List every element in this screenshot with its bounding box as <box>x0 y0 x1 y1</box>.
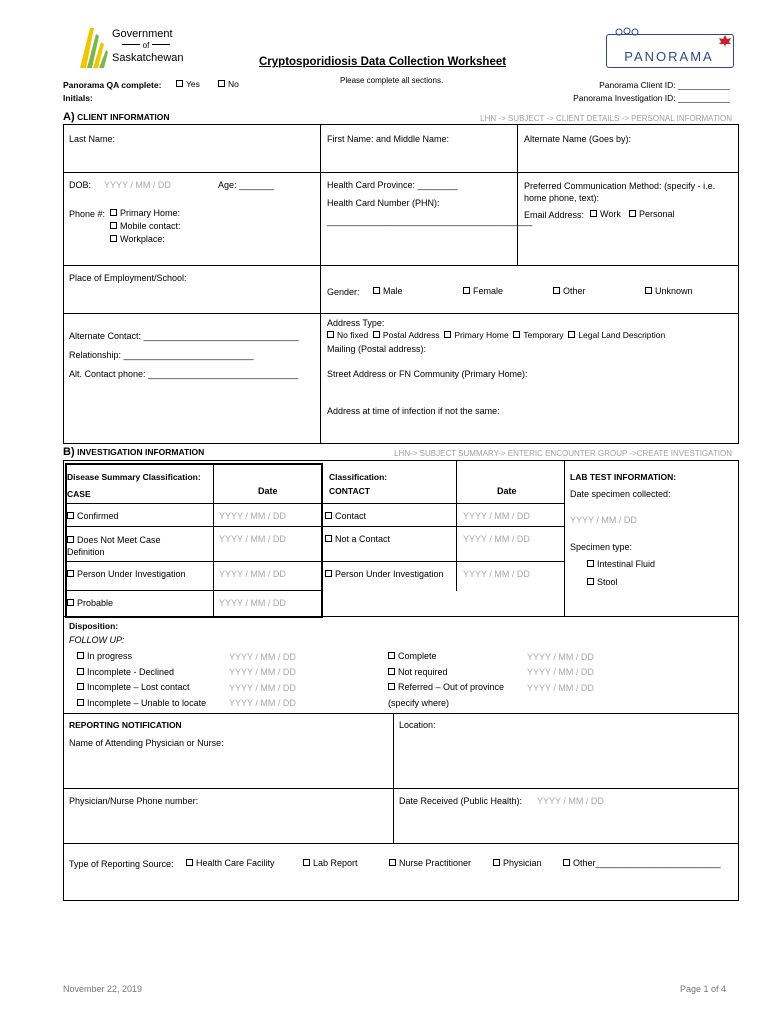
section-b-heading: B) INVESTIGATION INFORMATION <box>63 446 205 458</box>
gov-line3: Saskatchewan <box>112 52 184 64</box>
follow-in-progress-checkbox[interactable]: In progress <box>77 651 132 661</box>
case-confirmed-date[interactable]: YYYY / MM / DD <box>219 511 286 521</box>
case-does-not-meet-date[interactable]: YYYY / MM / DD <box>219 534 286 544</box>
health-number-label: Health Card Number (PHN): <box>327 198 440 208</box>
wheat-logo-icon <box>76 24 110 70</box>
section-a-heading: A) CLIENT INFORMATION <box>63 111 170 123</box>
gov-line1: Government <box>112 28 173 40</box>
specimen-type-label: Specimen type: <box>570 542 633 552</box>
follow-declined-date[interactable]: YYYY / MM / DD <box>229 667 296 677</box>
gender-label: Gender: <box>327 287 360 297</box>
alternate-name-field[interactable]: Alternate Name (Goes by): <box>524 134 632 144</box>
gender-male-checkbox[interactable]: Male <box>373 286 403 296</box>
disposition-label: Disposition: <box>69 621 119 631</box>
mailing-address-field[interactable]: Mailing (Postal address): <box>327 344 427 354</box>
follow-not-required-date[interactable]: YYYY / MM / DD <box>527 667 594 677</box>
last-name-field[interactable]: Last Name: <box>69 134 116 144</box>
follow-declined-checkbox[interactable]: Incomplete - Declined <box>77 667 174 677</box>
preferred-communication-field[interactable]: Preferred Communication Method: (specify - i.e. home phone, text): <box>524 181 716 203</box>
lab-date-label: Date specimen collected: <box>570 489 671 499</box>
gov-line2: of <box>112 41 180 51</box>
investigation-id-field[interactable]: Panorama Investigation ID: ___________ <box>573 93 730 103</box>
page-subtitle: Please complete all sections. <box>340 76 444 85</box>
follow-up-label: FOLLOW UP: <box>69 635 125 645</box>
follow-referred-checkbox[interactable]: Referred – Out of province <box>388 682 504 692</box>
follow-complete-checkbox[interactable]: Complete <box>388 651 437 661</box>
case-probable-date[interactable]: YYYY / MM / DD <box>219 598 286 608</box>
source-health-facility-checkbox[interactable]: Health Care Facility <box>186 858 275 868</box>
date-received-label: Date Received (Public Health): <box>399 796 523 806</box>
age-field[interactable]: Age: _______ <box>218 180 275 190</box>
health-province-field[interactable]: Health Card Province: ________ <box>327 180 458 190</box>
initials-label: Initials: <box>63 93 93 103</box>
section-b-path: LHN-> SUBJECT SUMMARY-> ENTERIC ENCOUNTER GROUP ->CREATE INVESTIGATION <box>394 449 732 458</box>
gender-other-checkbox[interactable]: Other <box>553 286 586 296</box>
contact-checkbox[interactable]: Contact <box>325 511 366 521</box>
follow-lost-contact-checkbox[interactable]: Incomplete – Lost contact <box>77 682 190 692</box>
qa-no-checkbox[interactable]: No <box>218 79 239 89</box>
case-pui-date[interactable]: YYYY / MM / DD <box>219 569 286 579</box>
case-pui-checkbox[interactable]: Person Under Investigation <box>67 569 186 579</box>
not-contact-date[interactable]: YYYY / MM / DD <box>463 534 530 544</box>
contact-date[interactable]: YYYY / MM / DD <box>463 511 530 521</box>
panorama-logo <box>606 34 734 68</box>
relationship-field[interactable]: Relationship: __________________________ <box>69 350 254 360</box>
address-type-options <box>327 330 665 340</box>
address-temporary-checkbox[interactable]: Temporary <box>513 330 563 340</box>
source-other-checkbox[interactable]: Other_________________________ <box>563 858 721 868</box>
phone-label: Phone #: <box>69 209 106 219</box>
qa-yes-checkbox[interactable]: Yes <box>176 79 200 89</box>
address-postal-checkbox[interactable]: Postal Address <box>373 330 440 340</box>
case-header-1: Disease Summary Classification: <box>67 472 201 482</box>
phone-primary-checkbox[interactable]: Primary Home: <box>110 208 180 218</box>
reporting-title: REPORTING NOTIFICATION <box>69 720 182 730</box>
address-type-label: Address Type: <box>327 318 385 328</box>
contact-date-header: Date <box>497 486 517 496</box>
specimen-stool-checkbox[interactable]: Stool <box>587 577 618 587</box>
physician-phone-field[interactable]: Physician/Nurse Phone number: <box>69 796 199 806</box>
maple-leaf-icon <box>719 35 731 47</box>
employment-field[interactable]: Place of Employment/School: <box>69 273 187 283</box>
address-legal-land-checkbox[interactable]: Legal Land Description <box>568 330 665 340</box>
lab-title: LAB TEST INFORMATION: <box>570 472 677 482</box>
address-primary-home-checkbox[interactable]: Primary Home <box>444 330 508 340</box>
alt-contact-phone-field[interactable]: Alt. Contact phone: ______________________________ <box>69 369 299 379</box>
gender-female-checkbox[interactable]: Female <box>463 286 503 296</box>
contact-header-1: Classification: <box>329 472 388 482</box>
contact-pui-date[interactable]: YYYY / MM / DD <box>463 569 530 579</box>
date-received-field[interactable]: YYYY / MM / DD <box>537 796 604 806</box>
case-does-not-meet-checkbox[interactable]: Does Not Meet Case Definition <box>67 535 161 557</box>
panorama-logo-text: PANORAMA <box>624 49 714 64</box>
follow-lost-contact-date[interactable]: YYYY / MM / DD <box>229 683 296 693</box>
location-field[interactable]: Location: <box>399 720 436 730</box>
health-number-field[interactable]: _________________________________________ <box>327 216 533 226</box>
email-personal-checkbox[interactable]: Personal <box>629 209 675 219</box>
footer-page: Page 1 of 4 <box>679 984 726 994</box>
infection-address-field[interactable]: Address at time of infection if not the same: <box>327 406 500 416</box>
qa-complete-label: Panorama QA complete: <box>63 80 162 90</box>
gender-unknown-checkbox[interactable]: Unknown <box>645 286 693 296</box>
lab-date-field[interactable]: YYYY / MM / DD <box>570 515 637 525</box>
source-nurse-practitioner-checkbox[interactable]: Nurse Practitioner <box>389 858 471 868</box>
follow-in-progress-date[interactable]: YYYY / MM / DD <box>229 652 296 662</box>
contact-pui-checkbox[interactable]: Person Under Investigation <box>325 569 444 579</box>
follow-complete-date[interactable]: YYYY / MM / DD <box>527 652 594 662</box>
street-address-field[interactable]: Street Address or FN Community (Primary Home): <box>327 369 528 379</box>
specimen-intestinal-checkbox[interactable]: Intestinal Fluid <box>587 559 655 569</box>
first-name-field[interactable]: First Name: and Middle Name: <box>327 134 450 144</box>
section-a-path: LHN -> SUBJECT -> CLIENT DETAILS -> PERSONAL INFORMATION <box>480 114 732 123</box>
case-date-header: Date <box>258 486 278 496</box>
dob-label: DOB: <box>69 180 92 190</box>
specify-where-label: (specify where) <box>388 698 450 708</box>
people-icon <box>613 27 643 43</box>
contact-header-2: CONTACT <box>329 486 370 496</box>
alternate-contact-field[interactable]: Alternate Contact: _______________________________ <box>69 331 299 341</box>
dob-field[interactable]: YYYY / MM / DD <box>104 180 171 190</box>
follow-unable-locate-checkbox[interactable]: Incomplete – Unable to locate <box>77 698 206 708</box>
email-work-checkbox[interactable]: Work <box>590 209 621 219</box>
address-no-fixed-checkbox[interactable]: No fixed <box>327 330 368 340</box>
source-lab-report-checkbox[interactable]: Lab Report <box>303 858 358 868</box>
source-physician-checkbox[interactable]: Physician <box>493 858 542 868</box>
not-contact-checkbox[interactable]: Not a Contact <box>325 534 390 544</box>
reporting-source-label: Type of Reporting Source: <box>69 859 174 869</box>
follow-referred-date[interactable]: YYYY / MM / DD <box>527 683 594 693</box>
case-probable-checkbox[interactable]: Probable <box>67 598 113 608</box>
footer-date: November 22, 2019 <box>63 984 143 994</box>
follow-not-required-checkbox[interactable]: Not required <box>388 667 448 677</box>
physician-name-field[interactable]: Name of Attending Physician or Nurse: <box>69 738 224 748</box>
gov-sask-logo <box>76 24 196 70</box>
case-header-2: CASE <box>67 489 91 499</box>
page-title: Cryptosporidiosis Data Collection Worksheet <box>259 56 507 68</box>
case-confirmed-checkbox[interactable]: Confirmed <box>67 511 119 521</box>
phone-mobile-checkbox[interactable]: Mobile contact: <box>110 221 181 231</box>
follow-unable-locate-date[interactable]: YYYY / MM / DD <box>229 698 296 708</box>
phone-work-checkbox[interactable]: Workplace: <box>110 234 165 244</box>
email-label: Email Address: <box>524 210 585 220</box>
client-id-field[interactable]: Panorama Client ID: ___________ <box>599 80 730 90</box>
